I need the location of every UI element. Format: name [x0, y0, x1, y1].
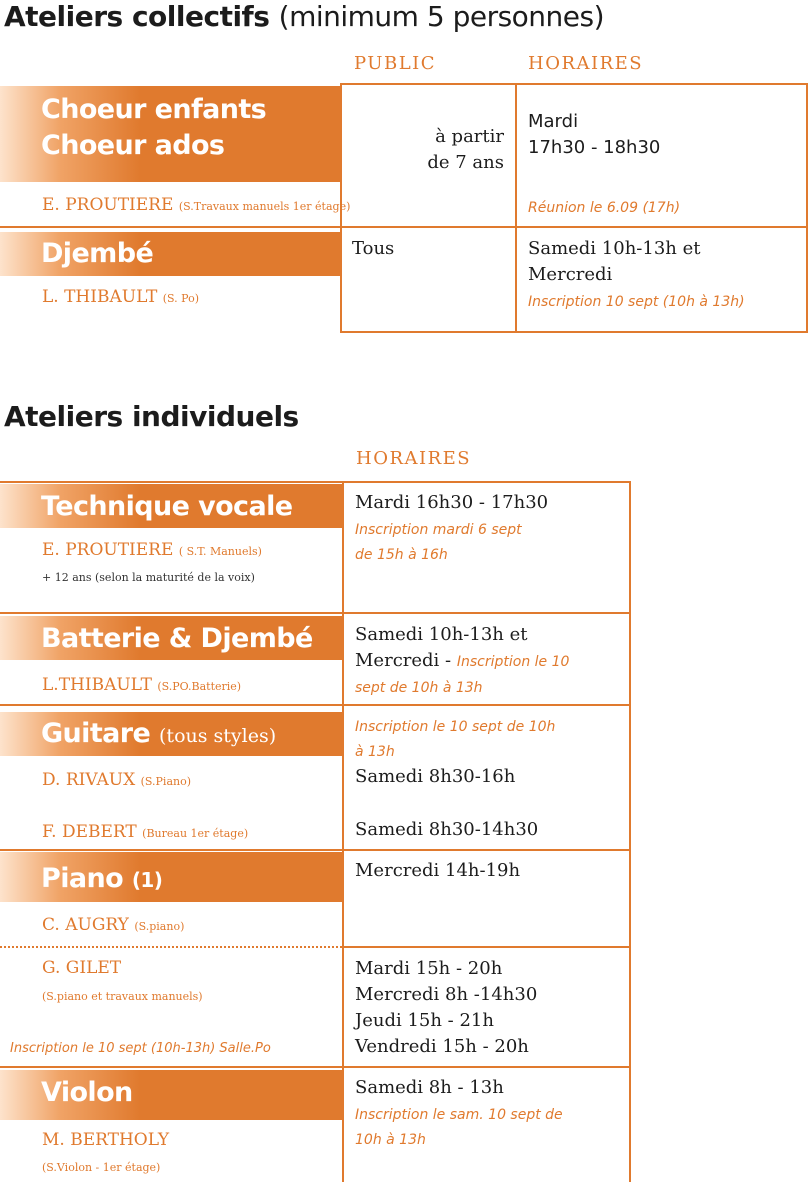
guitare-teacher-1 [42, 770, 191, 790]
guitare-room2: (Bureau 1er étage) [142, 827, 249, 840]
piano-horaire-2-0: Mardi 15h - 20h [355, 958, 503, 979]
row-divider [0, 849, 631, 851]
piano-horaire-2-1: Mercredi 8h -14h30 [355, 984, 538, 1005]
violon-horaire: Samedi 8h - 13h [355, 1077, 504, 1098]
batterie-inscription-line2: sept de 10h à 13h [355, 680, 483, 696]
dotted-divider [0, 946, 342, 948]
guitare-horaire-1: Samedi 8h30-16h [355, 766, 516, 787]
row-divider [0, 226, 808, 228]
row-divider [0, 481, 631, 483]
djembe-inscription: Inscription 10 sept (10h à 13h) [528, 294, 745, 310]
djembe-teacher-name: L. THIBAULT [42, 287, 158, 307]
guitare-inscription [355, 715, 555, 765]
table-column-divider [515, 83, 517, 333]
guitare-horaire-2: Samedi 8h30-14h30 [355, 819, 539, 840]
row-divider [0, 1066, 631, 1068]
guitare-inscription-line1: Inscription le 10 sept de 10h [355, 719, 556, 735]
choeur-horaire [528, 109, 660, 161]
batterie-teacher [42, 675, 241, 695]
piano-teacher1-name: C. AUGRY [42, 915, 129, 935]
djembe-title: Djembé [41, 238, 154, 269]
table-border-bottom [340, 331, 808, 333]
piano-horaires-2 [355, 956, 537, 1060]
batterie-teacher-name: L.THIBAULT [42, 675, 152, 695]
batterie-horaire-line2: Mercredi - [355, 650, 457, 671]
table-border-right [629, 481, 631, 1182]
individuels-title: Ateliers individuels [4, 400, 299, 433]
vocale-teacher-name: E. PROUTIERE [42, 540, 174, 560]
guitare-room1: (S.Piano) [140, 775, 192, 788]
row-divider [0, 612, 631, 614]
guitare-teacher2-name: F. DEBERT [42, 822, 137, 842]
table-border-right [806, 83, 808, 333]
batterie-title: Batterie & Djembé [41, 623, 313, 654]
row-divider [0, 704, 631, 706]
vocale-horaire: Mardi 16h30 - 17h30 [355, 492, 549, 513]
choeur-line2: Choeur ados [41, 130, 225, 161]
choeur-public-line2: de 7 ans [427, 152, 504, 173]
batterie-horaire-line2-wrap [355, 648, 569, 675]
guitare-title-extra: (tous styles) [159, 725, 277, 747]
column-header-public: PUBLIC [354, 53, 437, 74]
violon-inscription-line2: 10h à 13h [355, 1132, 426, 1148]
collectifs-heading [4, 0, 604, 33]
piano-room1: (S.piano) [134, 920, 185, 933]
column-header-horaires: HORAIRES [528, 53, 644, 74]
batterie-horaire [355, 622, 569, 675]
piano-room2: (S.piano et travaux manuels) [42, 990, 203, 1003]
choeur-horaire-line2: 17h30 - 18h30 [528, 137, 661, 158]
piano-teacher-1 [42, 915, 184, 935]
vocale-inscription [355, 518, 522, 568]
vocale-room: ( S.T. Manuels) [178, 545, 262, 558]
guitare-inscription-line2: à 13h [355, 744, 395, 760]
piano-title-main: Piano [41, 863, 124, 894]
row-divider [342, 946, 631, 948]
batterie-horaire-line1: Samedi 10h-13h et [355, 624, 528, 645]
djembe-horaire-line1: Samedi 10h-13h et [528, 238, 701, 259]
guitare-teacher1-name: D. RIVAUX [42, 770, 136, 790]
choeur-line1: Choeur enfants [41, 94, 267, 125]
djembe-public: Tous [352, 238, 395, 259]
vocale-note: + 12 ans (selon la maturité de la voix) [42, 571, 255, 584]
choeur-public-line1: à partir [435, 126, 504, 147]
djembe-teacher [42, 287, 199, 307]
piano-title-extra: (1) [131, 868, 163, 892]
choeur-reunion: Réunion le 6.09 (17h) [528, 200, 681, 216]
violon-inscription [355, 1103, 563, 1153]
djembe-horaire-line2: Mercredi [528, 264, 613, 285]
batterie-room: (S.PO.Batterie) [157, 680, 242, 693]
piano-teacher-2: G. GILET [42, 958, 122, 978]
choeur-title [41, 92, 266, 164]
choeur-teacher-name: E. PROUTIERE [42, 195, 174, 215]
violon-room: (S.Violon - 1er étage) [42, 1161, 161, 1174]
collectifs-title: Ateliers collectifs [4, 0, 270, 33]
table-border-left [342, 481, 344, 631]
piano-title [41, 861, 162, 898]
violon-teacher: M. BERTHOLY [42, 1130, 170, 1150]
piano-inscription: Inscription le 10 sept (10h-13h) Salle.Po [10, 1041, 271, 1056]
djembe-room: (S. Po) [162, 292, 200, 305]
vocale-inscription-line1: Inscription mardi 6 sept [355, 522, 522, 538]
batterie-inscription-inline: Inscription le 10 [456, 654, 570, 670]
piano-horaire-2-2: Jeudi 15h - 21h [355, 1010, 494, 1031]
djembe-horaire [528, 236, 700, 288]
individuels-column-header-horaires: HORAIRES [356, 448, 472, 469]
table-border-top [340, 83, 808, 85]
choeur-room: (S.Travaux manuels 1er étage) [178, 200, 351, 213]
choeur-teacher [42, 195, 350, 215]
table-border-left [342, 614, 344, 1182]
guitare-teacher-2 [42, 822, 248, 842]
violon-title: Violon [41, 1077, 133, 1108]
violon-inscription-line1: Inscription le sam. 10 sept de [355, 1107, 563, 1123]
vocale-teacher [42, 540, 262, 560]
choeur-horaire-line1: Mardi [528, 111, 579, 132]
choeur-public [400, 124, 504, 176]
vocale-title: Technique vocale [41, 491, 293, 522]
guitare-title [41, 716, 276, 754]
collectifs-subtitle: (minimum 5 personnes) [278, 0, 605, 33]
vocale-inscription-line2: de 15h à 16h [355, 547, 448, 563]
piano-horaire-1: Mercredi 14h-19h [355, 860, 521, 881]
piano-horaire-2-3: Vendredi 15h - 20h [355, 1036, 529, 1057]
guitare-title-main: Guitare [41, 718, 151, 749]
